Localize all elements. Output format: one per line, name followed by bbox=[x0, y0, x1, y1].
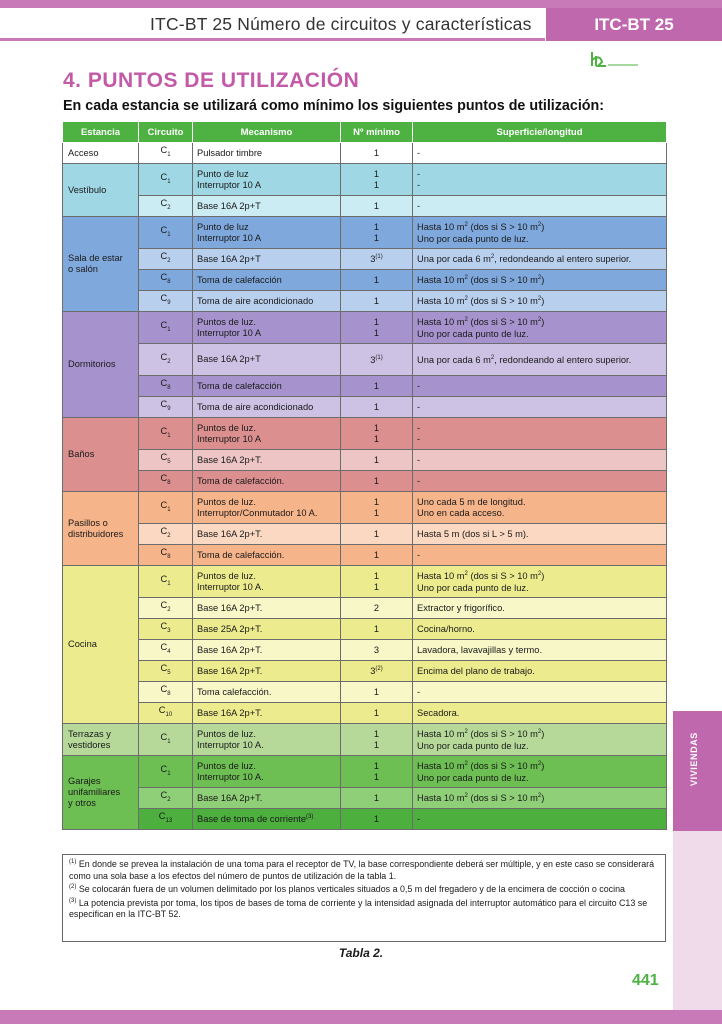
cell: Punto de luz Interruptor 10 A bbox=[193, 217, 341, 249]
table-row bbox=[63, 471, 667, 492]
cell: - bbox=[413, 682, 667, 703]
cell: 1 bbox=[341, 545, 413, 566]
cell: $C_1$ bbox=[139, 312, 193, 344]
cell: Encima del plano de trabajo. bbox=[413, 661, 667, 682]
table-row bbox=[63, 450, 667, 471]
cell: Pulsador timbre bbox=[193, 143, 341, 164]
col-header: Superficie/longitud bbox=[413, 122, 667, 143]
cell: $C_1$ bbox=[139, 217, 193, 249]
table-row bbox=[63, 196, 667, 217]
cell: $C_2$ bbox=[139, 196, 193, 217]
table-row bbox=[63, 418, 667, 450]
header-title: ITC-BT 25 Número de circuitos y características bbox=[150, 14, 532, 34]
cell: 2 bbox=[341, 598, 413, 619]
cell: Hasta 10 $m^2$ (dos si S > 10 $m^2$) bbox=[413, 291, 667, 312]
cell: $C_2$ bbox=[139, 524, 193, 545]
table-row bbox=[63, 682, 667, 703]
cell: Dormitorios bbox=[63, 312, 139, 418]
cell: - bbox=[413, 471, 667, 492]
cell: 1 1 bbox=[341, 492, 413, 524]
cell: 1 1 bbox=[341, 724, 413, 756]
col-header: Mecanismo bbox=[193, 122, 341, 143]
cell: $C_1$ bbox=[139, 492, 193, 524]
cell: Toma calefacción. bbox=[193, 682, 341, 703]
cell: Extractor y frigorífico. bbox=[413, 598, 667, 619]
table-row bbox=[63, 291, 667, 312]
cell: - bbox=[413, 143, 667, 164]
table-row bbox=[63, 640, 667, 661]
cell: Puntos de luz. Interruptor 10 A bbox=[193, 418, 341, 450]
cell: 1 1 bbox=[341, 312, 413, 344]
table-row bbox=[63, 788, 667, 809]
cell: $C_1$ bbox=[139, 724, 193, 756]
cell: $C_2$ bbox=[139, 344, 193, 376]
utilization-table bbox=[62, 121, 666, 854]
cell: - bbox=[413, 809, 667, 830]
cell: Hasta 10 $m^2$ (dos si S > 10 $m^2$) Uno por cada punto de luz. bbox=[413, 724, 667, 756]
side-tab bbox=[673, 711, 722, 831]
cell: 1 1 bbox=[341, 217, 413, 249]
cell: Pasillos o distribuidores bbox=[63, 492, 139, 566]
cell: Terrazas y vestidores bbox=[63, 724, 139, 756]
cell: Base 16A 2p+T bbox=[193, 249, 341, 270]
cell: 3 bbox=[341, 640, 413, 661]
cell: Vestíbulo bbox=[63, 164, 139, 217]
cell: 1 bbox=[341, 619, 413, 640]
cell: Hasta 10 $m^2$ (dos si S > 10 $m^2$) Uno por cada punto de luz. bbox=[413, 312, 667, 344]
table-row bbox=[63, 724, 667, 756]
cell: Una por cada 6 $m^2$, redondeando al entero superior. bbox=[413, 249, 667, 270]
header-tab: ITC-BT 25 bbox=[546, 8, 722, 41]
cell: 1 bbox=[341, 809, 413, 830]
cell: $C_8$ bbox=[139, 471, 193, 492]
cell: Punto de luz Interruptor 10 A bbox=[193, 164, 341, 196]
cell: Hasta 10 $m^2$ (dos si S > 10 $m^2$) Uno por cada punto de luz. bbox=[413, 566, 667, 598]
table-header-row bbox=[63, 122, 667, 143]
cell: Baños bbox=[63, 418, 139, 492]
cell: Toma de calefacción bbox=[193, 376, 341, 397]
cell: Puntos de luz. Interruptor 10 A. bbox=[193, 566, 341, 598]
cell: $C_1$ bbox=[139, 143, 193, 164]
cell: $C_{10}$ bbox=[139, 703, 193, 724]
cell: Uno cada 5 m de longitud. Uno en cada acceso. bbox=[413, 492, 667, 524]
cell: Garajes unifamiliares y otros bbox=[63, 756, 139, 830]
cell: 1 bbox=[341, 703, 413, 724]
cell: $C_1$ bbox=[139, 164, 193, 196]
cell: - bbox=[413, 376, 667, 397]
cell: $C_8$ bbox=[139, 376, 193, 397]
cell: Toma de calefacción. bbox=[193, 471, 341, 492]
cell: 1 1 bbox=[341, 418, 413, 450]
cell: $C_1$ bbox=[139, 756, 193, 788]
cell: Acceso bbox=[63, 143, 139, 164]
cell: Cocina bbox=[63, 566, 139, 724]
cell: $C_8$ bbox=[139, 545, 193, 566]
col-header: Nº mínimo bbox=[341, 122, 413, 143]
cell: Toma de aire acondicionado bbox=[193, 397, 341, 418]
table-row bbox=[63, 397, 667, 418]
cell: 1 bbox=[341, 196, 413, 217]
table-row bbox=[63, 703, 667, 724]
cell: 1 1 bbox=[341, 756, 413, 788]
table-caption: Tabla 2. bbox=[338, 946, 384, 960]
cell: Puntos de luz. Interruptor 10 A. bbox=[193, 756, 341, 788]
cell: Base 16A 2p+T bbox=[193, 344, 341, 376]
cell: $C_5$ bbox=[139, 661, 193, 682]
intro-text: En cada estancia se utilizará como mínimo los siguientes puntos de utilización: bbox=[63, 98, 605, 114]
cell: 1 bbox=[341, 143, 413, 164]
footnote-3: $^{(3)}$ La potencia prevista por toma, los tipos de bases de toma de corriente y la intensidad asignada del interruptor automático para el circuito C13 se especifican en la ITC-BT 52. bbox=[69, 897, 648, 920]
cell: Puntos de luz. Interruptor 10 A bbox=[193, 312, 341, 344]
table-row bbox=[63, 524, 667, 545]
bottom-bar bbox=[0, 1010, 722, 1024]
cell: $C_9$ bbox=[139, 291, 193, 312]
table-row bbox=[63, 376, 667, 397]
col-header: Circuito bbox=[139, 122, 193, 143]
cell: 1 1 bbox=[341, 164, 413, 196]
table-row bbox=[63, 143, 667, 164]
cell: $C_8$ bbox=[139, 270, 193, 291]
cell: Base 16A 2p+T. bbox=[193, 703, 341, 724]
table-row bbox=[63, 492, 667, 524]
cell: 1 bbox=[341, 524, 413, 545]
cell: Hasta 10 $m^2$ (dos si S > 10 $m^2$) bbox=[413, 788, 667, 809]
page-number: 441 bbox=[632, 972, 659, 989]
table-row bbox=[63, 598, 667, 619]
col-header: Estancia bbox=[63, 122, 139, 143]
section-title: 4. PUNTOS DE UTILIZACIÓN bbox=[63, 69, 360, 92]
table-row bbox=[63, 756, 667, 788]
cell: Toma de aire acondicionado bbox=[193, 291, 341, 312]
table-row bbox=[63, 249, 667, 270]
cell: Una por cada 6 $m^2$, redondeando al entero superior. bbox=[413, 344, 667, 376]
cell: Base 25A 2p+T. bbox=[193, 619, 341, 640]
header-rule bbox=[0, 38, 545, 41]
cell: Cocina/horno. bbox=[413, 619, 667, 640]
cell: Puntos de luz. Interruptor 10 A. bbox=[193, 724, 341, 756]
cell: 1 bbox=[341, 682, 413, 703]
cell: - bbox=[413, 397, 667, 418]
cell: - - bbox=[413, 418, 667, 450]
table-row bbox=[63, 312, 667, 344]
cell: Secadora. bbox=[413, 703, 667, 724]
side-tab-light bbox=[673, 831, 722, 1010]
cell: 1 bbox=[341, 788, 413, 809]
cell: - - bbox=[413, 164, 667, 196]
cell: - bbox=[413, 545, 667, 566]
cell: Puntos de luz. Interruptor/Conmutador 10 A. bbox=[193, 492, 341, 524]
cell: 1 bbox=[341, 376, 413, 397]
table-row bbox=[63, 661, 667, 682]
cell: 1 bbox=[341, 291, 413, 312]
cell: Lavadora, lavavajillas y termo. bbox=[413, 640, 667, 661]
table-row bbox=[63, 809, 667, 830]
cell: $C_4$ bbox=[139, 640, 193, 661]
cell: Base de toma de corriente$^{(3)}$ bbox=[193, 809, 341, 830]
cell: 1 1 bbox=[341, 566, 413, 598]
table-row bbox=[63, 217, 667, 249]
table-row bbox=[63, 566, 667, 598]
cell: $C_2$ bbox=[139, 249, 193, 270]
cell: Hasta 10 $m^2$ (dos si S > 10 $m^2$) Uno por cada punto de luz. bbox=[413, 756, 667, 788]
cell: Base 16A 2p+T. bbox=[193, 788, 341, 809]
cell: $C_2$ bbox=[139, 788, 193, 809]
cell: 1 bbox=[341, 450, 413, 471]
table-row bbox=[63, 545, 667, 566]
cell: 3$^{(1)}$ bbox=[341, 249, 413, 270]
top-bar bbox=[0, 0, 722, 8]
footnotes bbox=[62, 854, 666, 942]
cell: $C_1$ bbox=[139, 418, 193, 450]
cell: Base 16A 2p+T. bbox=[193, 450, 341, 471]
side-tab-label: VIVIENDAS bbox=[689, 732, 699, 786]
cell: Hasta 10 $m^2$ (dos si S > 10 $m^2$) Uno por cada punto de luz. bbox=[413, 217, 667, 249]
cell: $C_8$ bbox=[139, 682, 193, 703]
cell: $C_1$ bbox=[139, 566, 193, 598]
cell: Sala de estar o salón bbox=[63, 217, 139, 312]
table-row bbox=[63, 164, 667, 196]
cell: Base 16A 2p+T bbox=[193, 196, 341, 217]
cell: Toma de calefacción. bbox=[193, 545, 341, 566]
cell: 1 bbox=[341, 270, 413, 291]
cell: $C_9$ bbox=[139, 397, 193, 418]
cell: 3$^{(1)}$ bbox=[341, 344, 413, 376]
cell: - bbox=[413, 450, 667, 471]
logo-icon bbox=[588, 50, 640, 70]
cell: Toma de calefacción bbox=[193, 270, 341, 291]
cell: $C_5$ bbox=[139, 450, 193, 471]
cell: $C_3$ bbox=[139, 619, 193, 640]
cell: Base 16A 2p+T. bbox=[193, 524, 341, 545]
table-row bbox=[63, 344, 667, 376]
footnote-2: $^{(2)}$ Se colocarán fuera de un volumen delimitado por los planos verticales situados a 0,5 m del fregadero y de la encimera de cocción o cocina bbox=[69, 884, 625, 895]
cell: Base 16A 2p+T. bbox=[193, 598, 341, 619]
cell: Hasta 10 $m^2$ (dos si S > 10 $m^2$) bbox=[413, 270, 667, 291]
table-row bbox=[63, 270, 667, 291]
cell: Base 16A 2p+T. bbox=[193, 661, 341, 682]
cell: - bbox=[413, 196, 667, 217]
cell: 3$^{(2)}$ bbox=[341, 661, 413, 682]
cell: $C_{13}$ bbox=[139, 809, 193, 830]
table-row bbox=[63, 619, 667, 640]
cell: 1 bbox=[341, 397, 413, 418]
cell: Hasta 5 m (dos si L > 5 m). bbox=[413, 524, 667, 545]
cell: Base 16A 2p+T. bbox=[193, 640, 341, 661]
cell: $C_2$ bbox=[139, 598, 193, 619]
cell: 1 bbox=[341, 471, 413, 492]
footnote-1: $^{(1)}$ En donde se prevea la instalación de una toma para el receptor de TV, la base correspondiente deberá ser múltiple, y en este caso se considerará como una sola base a los efectos del número de puntos de utilización de la tabla 1. bbox=[69, 858, 655, 881]
